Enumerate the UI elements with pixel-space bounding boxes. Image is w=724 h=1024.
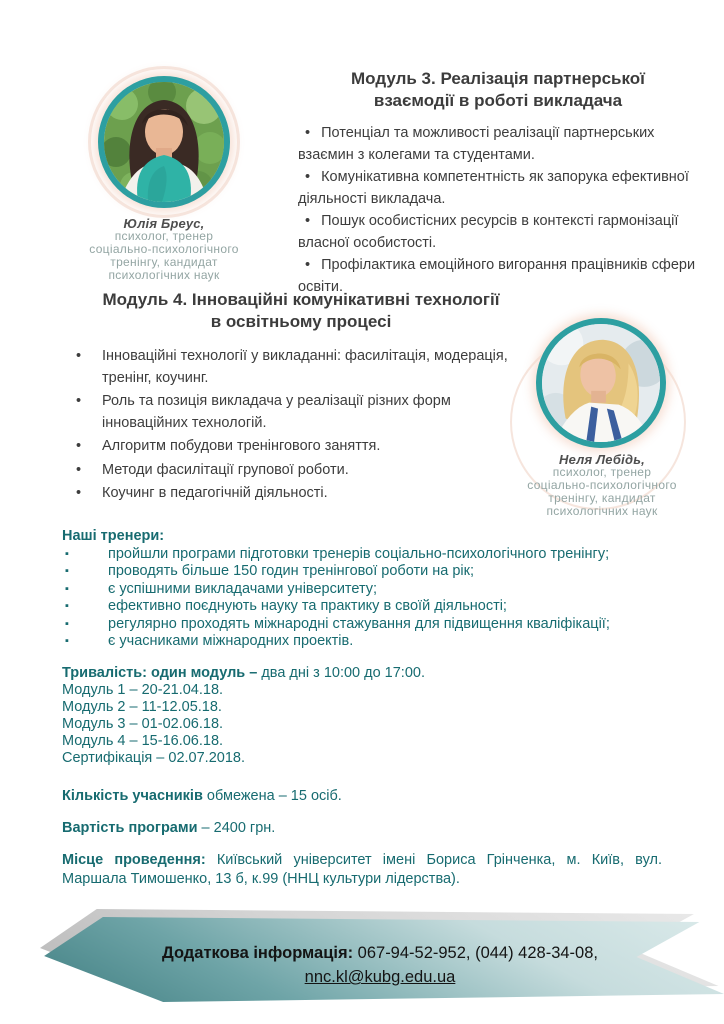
trainers-title: Наші тренери: — [62, 528, 165, 544]
bullet-item: • Профілактика емоційного вигорання працівників сфери освіти. — [298, 255, 698, 298]
module3-section — [298, 68, 698, 299]
bullet-item: • Алгоритм побудови тренінгового заняття. — [58, 436, 520, 458]
trainer1-portrait-illustration — [104, 82, 224, 202]
module4-section — [58, 289, 544, 507]
bullet-item: • Комунікативна компетентність як запорука ефективної діяльності викладача. — [298, 167, 698, 210]
trainer2-detail: тренінгу, кандидат — [548, 491, 656, 505]
schedule-section — [62, 665, 682, 767]
module4-title-line2: в освітньому процесі — [210, 312, 392, 331]
trainer2-detail: психолог, тренер — [552, 465, 652, 479]
module3-title-line2: взаємодії в роботі викладача — [373, 91, 623, 110]
schedule-lead-value: два дні з 10:00 до 17:00. — [257, 665, 425, 681]
list-item: ▪ є успішними викладачами університету; — [62, 581, 682, 599]
schedule-line: Модуль 2 – 11-12.05.18. — [62, 699, 222, 715]
location-label: Місце проведення: — [62, 852, 206, 868]
bullet-item: • Коучинг в педагогічній діяльності. — [58, 483, 520, 505]
trainer2-detail: психологічних наук — [546, 504, 658, 518]
trainer2-caption — [502, 453, 702, 518]
module4-title-line1: Модуль 4. Інноваційні комунікативні технології — [102, 290, 500, 309]
list-item: ▪ ефективно поєднують науку та практику в своїй діяльності; — [62, 598, 682, 616]
trainer1-detail: психолог, тренер — [114, 229, 214, 243]
trainer1-detail: психологічних наук — [108, 268, 220, 282]
schedule-line: Сертифікація – 02.07.2018. — [62, 750, 245, 766]
module4-title — [58, 289, 544, 333]
trainer2-portrait-illustration — [542, 324, 660, 442]
schedule-line: Модуль 3 – 01-02.06.18. — [62, 716, 224, 732]
contact-banner — [40, 908, 724, 1008]
list-item: ▪ є учасниками міжнародних проектів. — [62, 633, 682, 651]
module3-title — [298, 68, 698, 112]
bullet-item: • Роль та позиція викладача у реалізації різних форм інноваційних технологій. — [58, 391, 520, 434]
trainer1-detail: тренінгу, кандидат — [110, 255, 218, 269]
module3-bullet-list — [298, 123, 698, 298]
schedule-line: Модуль 4 – 15-16.06.18. — [62, 733, 224, 749]
list-item: ▪ регулярно проходять міжнародні стажування для підвищення кваліфікації; — [62, 616, 682, 634]
schedule-line: Модуль 1 – 20-21.04.18. — [62, 682, 224, 698]
location-line — [62, 851, 662, 889]
trainer2-detail: соціально-психологічного — [527, 478, 677, 492]
contact-email-link[interactable]: nnc.kl@kubg.edu.ua — [304, 968, 456, 986]
trainer2-photo — [536, 318, 666, 448]
module4-bullet-list — [58, 346, 520, 505]
bullet-item: • Інноваційні технології у викладанні: фасилітація, модерація, тренінг, коучинг. — [58, 346, 520, 389]
bullet-item: • Потенціал та можливості реалізації партнерських взаємин з колегами та студентами. — [298, 123, 698, 166]
list-item: ▪ пройшли програми підготовки тренерів соціально-психологічного тренінгу; — [62, 546, 682, 564]
participants-label: Кількість учасників — [62, 788, 203, 804]
contact-phones: 067-94-52-952, (044) 428-34-08, — [353, 944, 598, 962]
trainer1-photo — [98, 76, 230, 208]
schedule-lead-label: Тривалість: один модуль – — [62, 665, 258, 681]
trainer1-detail: соціально-психологічного — [89, 242, 239, 256]
trainer2-name: Неля Лебідь, — [559, 452, 645, 467]
trainer1-caption — [64, 217, 264, 282]
price-value: – 2400 грн. — [197, 820, 276, 836]
trainers-section — [62, 528, 682, 651]
location-value: Київський університет імені Бориса Грінченка, м. Київ, вул. Маршала Тимошенко, 13 б, к.99 (ННЦ культури лідерства). — [62, 852, 662, 887]
list-item: ▪ проводять більше 150 годин тренінгової роботи на рік; — [62, 563, 682, 581]
price-label: Вартість програми — [62, 820, 198, 836]
schedule-lead — [62, 665, 682, 682]
contact-info — [100, 941, 660, 989]
trainer1-name: Юлія Бреус, — [123, 216, 205, 231]
bullet-item: • Методи фасилітації групової роботи. — [58, 460, 520, 482]
participants-value: обмежена – 15 осіб. — [202, 788, 342, 804]
price-line — [62, 819, 682, 838]
participants-line — [62, 787, 682, 806]
module3-title-line1: Модуль 3. Реалізація партнерської — [351, 69, 645, 88]
bullet-item: • Пошук особистісних ресурсів в контексті гармонізації власної особистості. — [298, 211, 698, 254]
contact-label: Додаткова інформація: — [161, 944, 354, 962]
